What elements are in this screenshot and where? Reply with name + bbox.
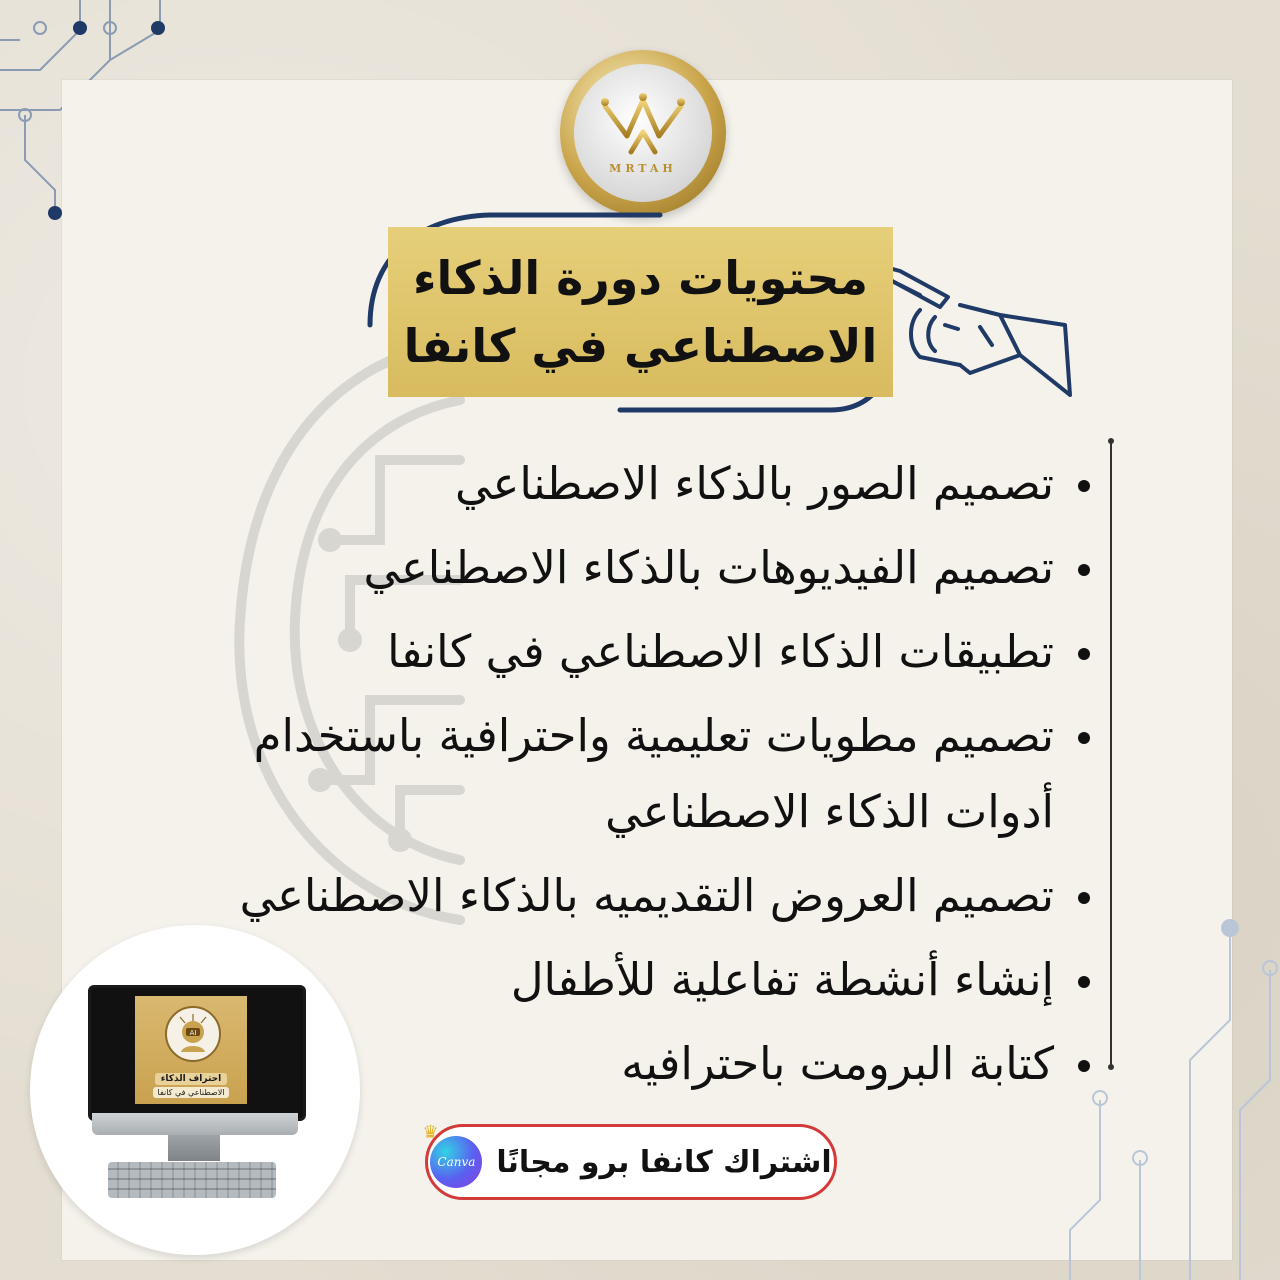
title-banner (388, 227, 893, 397)
bullet-icon (1078, 480, 1090, 492)
monitor-screen (135, 996, 247, 1104)
list-item-text: تصميم الفيديوهات بالذكاء الاصطناعي (363, 541, 1054, 594)
ai-head-icon (167, 1008, 219, 1060)
list-divider-top-dot (1108, 438, 1114, 444)
ai-avatar-icon (165, 1006, 221, 1062)
canva-pro-subscribe-button[interactable] (422, 1122, 837, 1200)
list-item (210, 614, 1090, 690)
crown-icon (595, 92, 691, 160)
list-item (210, 942, 1090, 1018)
screen-title: احتراف الذكاء (155, 1073, 227, 1085)
title-line-2: الاصطناعي في كانفا (403, 319, 878, 373)
robot-hand-pen-icon (880, 267, 1070, 395)
monitor-bezel (92, 1113, 298, 1135)
list-item (210, 530, 1090, 606)
logo-text: MRTAH (609, 161, 677, 175)
list-item (210, 858, 1090, 934)
bullet-icon (1078, 732, 1090, 744)
bullet-icon (1078, 976, 1090, 988)
bullet-icon (1078, 892, 1090, 904)
list-divider (1110, 442, 1112, 1067)
list-item-text: كتابة البرومت باحترافيه (621, 1037, 1054, 1090)
canva-badge-text: Canva (437, 1155, 476, 1169)
bullet-icon (1078, 648, 1090, 660)
list-item-text: إنشاء أنشطة تفاعلية للأطفال (510, 953, 1054, 1006)
title-line-1: محتويات دورة الذكاء (412, 251, 869, 305)
list-item (210, 446, 1090, 522)
list-item-text: تصميم الصور بالذكاء الاصطناعي (454, 457, 1054, 510)
list-item (210, 698, 1090, 850)
monitor-stand (168, 1135, 220, 1161)
crown-icon: ♛ (422, 1122, 439, 1143)
list-item-text: تصميم مطويات تعليمية واحترافية باستخدام أدوات الذكاء الاصطناعي (253, 709, 1054, 838)
keyboard-icon (108, 1162, 276, 1198)
subscribe-label: اشتراك كانفا برو مجانًا (496, 1144, 832, 1180)
ai-badge: AI (189, 1029, 197, 1037)
list-item-text: تطبيقات الذكاء الاصطناعي في كانفا (387, 625, 1054, 678)
list-divider-bottom-dot (1108, 1064, 1114, 1070)
screen-subtitle: الاصطناعي في كانفا (153, 1087, 230, 1098)
monitor-icon (88, 985, 306, 1121)
list-item-text: تصميم العروض التقديميه بالذكاء الاصطناعي (239, 869, 1054, 922)
course-contents-list (210, 446, 1090, 1102)
bullet-icon (1078, 564, 1090, 576)
brand-logo (560, 50, 726, 216)
canva-logo-icon (422, 1122, 482, 1188)
bullet-icon (1078, 1060, 1090, 1072)
